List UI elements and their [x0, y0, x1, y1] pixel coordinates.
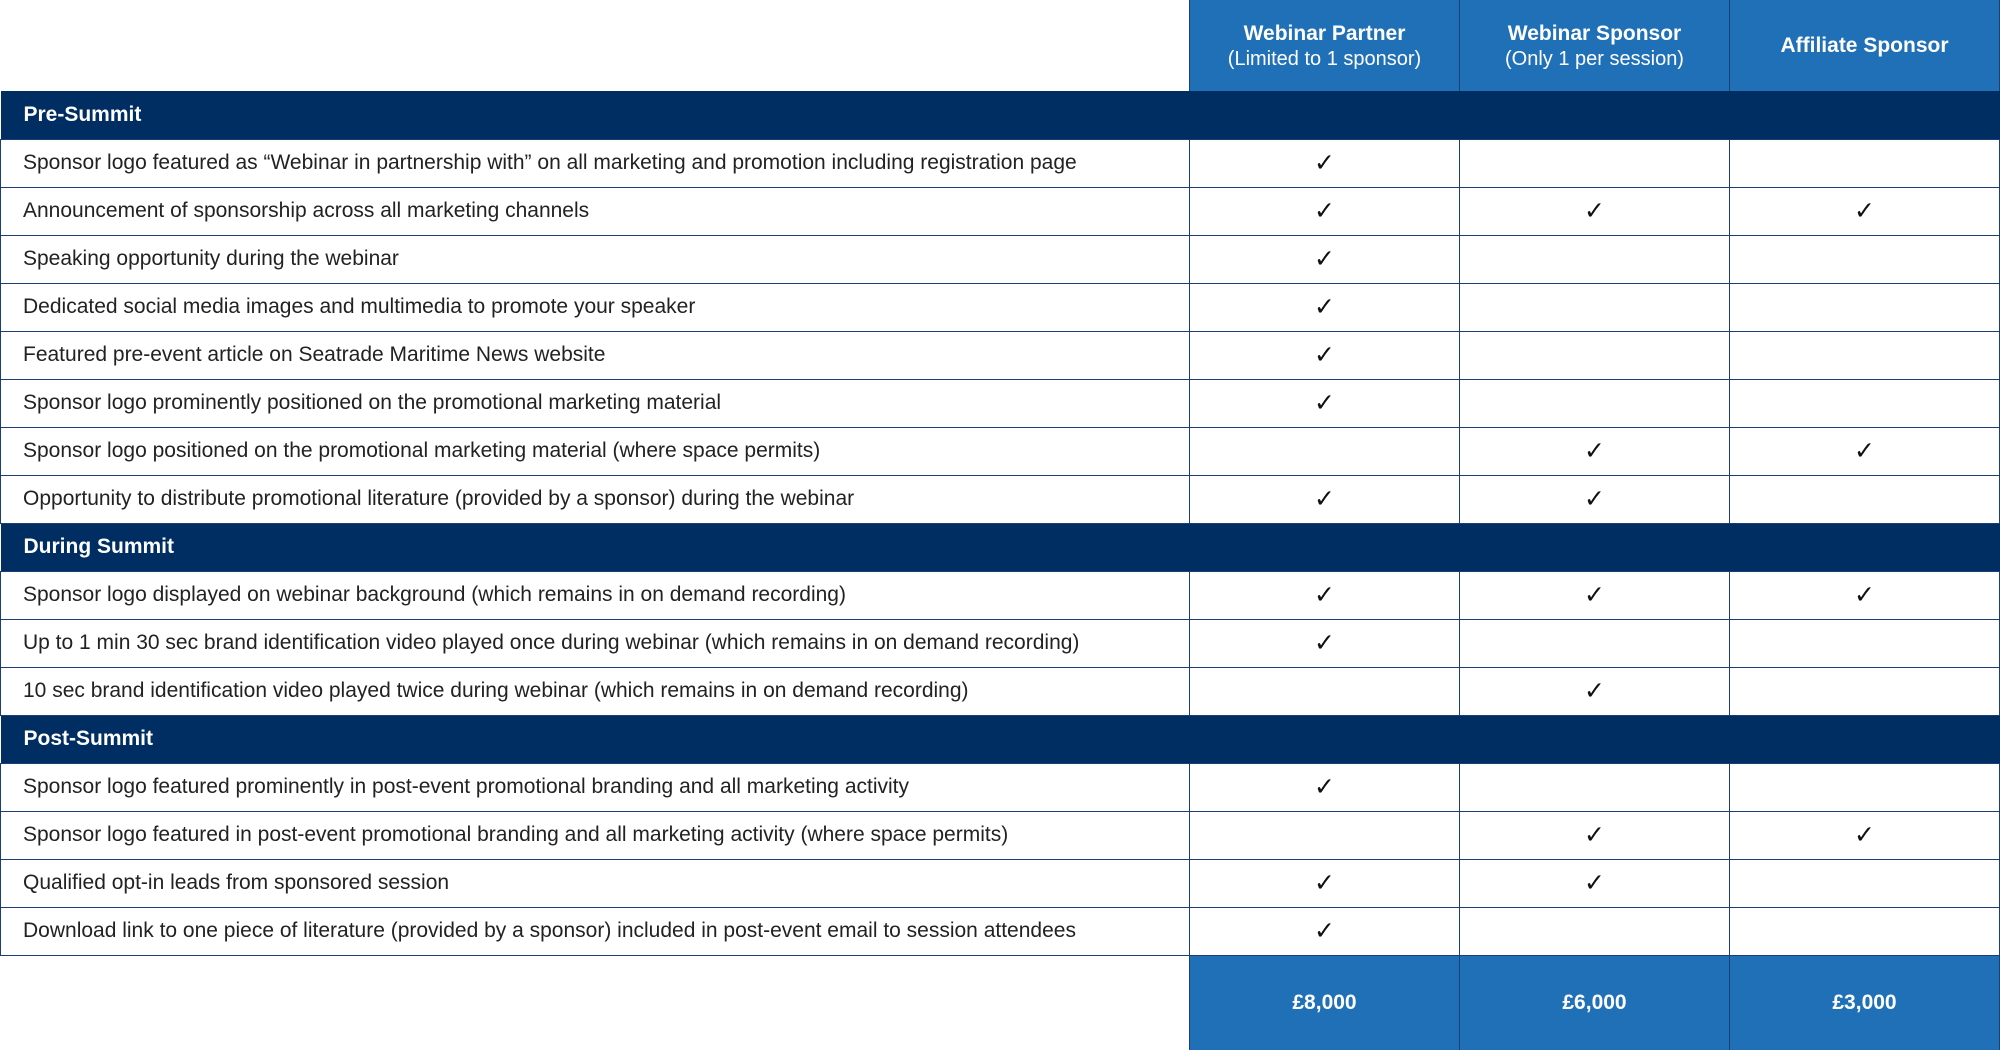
tier-note: (Limited to 1 sponsor) [1227, 47, 1422, 70]
empty-benefit-cell [1730, 763, 2000, 811]
feature-label: Opportunity to distribute promotional literature (provided by a sponsor) during the webinar [1, 475, 1190, 523]
tier-name: Webinar Sponsor [1507, 21, 1682, 45]
empty-benefit-cell [1730, 475, 2000, 523]
section-title: During Summit [1, 523, 2000, 571]
price-row [1, 955, 2000, 1050]
checkmark-icon: ✓ [1190, 187, 1460, 235]
checkmark-icon: ✓ [1730, 811, 2000, 859]
section-header-row [1, 715, 2000, 763]
feature-label: Sponsor logo featured as “Webinar in partnership with” on all marketing and promotion including registration page [1, 139, 1190, 187]
checkmark-icon: ✓ [1460, 427, 1730, 475]
price-webinar-sponsor: £6,000 [1460, 955, 1730, 1050]
checkmark-icon: ✓ [1730, 571, 2000, 619]
empty-benefit-cell [1730, 379, 2000, 427]
price-blank-cell [1, 955, 1190, 1050]
empty-benefit-cell [1460, 139, 1730, 187]
feature-row [1, 139, 2000, 187]
price-webinar-partner: £8,000 [1190, 955, 1460, 1050]
empty-benefit-cell [1460, 763, 1730, 811]
price-affiliate-sponsor: £3,000 [1730, 955, 2000, 1050]
tier-header-row [1, 0, 2000, 91]
empty-benefit-cell [1460, 235, 1730, 283]
feature-row [1, 187, 2000, 235]
checkmark-icon: ✓ [1460, 667, 1730, 715]
section-title: Pre-Summit [1, 91, 2000, 139]
empty-benefit-cell [1730, 619, 2000, 667]
checkmark-icon: ✓ [1190, 235, 1460, 283]
empty-benefit-cell [1730, 859, 2000, 907]
feature-label: Featured pre-event article on Seatrade Maritime News website [1, 331, 1190, 379]
feature-label: Sponsor logo prominently positioned on the promotional marketing material [1, 379, 1190, 427]
tier-name: Affiliate Sponsor [1780, 34, 1949, 57]
checkmark-icon: ✓ [1190, 571, 1460, 619]
feature-label: Qualified opt-in leads from sponsored session [1, 859, 1190, 907]
feature-label: Speaking opportunity during the webinar [1, 235, 1190, 283]
feature-label: 10 sec brand identification video played twice during webinar (which remains in on demand recording) [1, 667, 1190, 715]
empty-benefit-cell [1730, 235, 2000, 283]
tier-name: Webinar Partner [1243, 21, 1406, 45]
checkmark-icon: ✓ [1190, 475, 1460, 523]
feature-label: Up to 1 min 30 sec brand identification video played once during webinar (which remains in on demand recording) [1, 619, 1190, 667]
header-blank-cell [1, 0, 1190, 91]
empty-benefit-cell [1460, 379, 1730, 427]
feature-row [1, 475, 2000, 523]
empty-benefit-cell [1460, 331, 1730, 379]
feature-label: Sponsor logo featured in post-event promotional branding and all marketing activity (where space permits) [1, 811, 1190, 859]
feature-label: Sponsor logo displayed on webinar background (which remains in on demand recording) [1, 571, 1190, 619]
feature-row [1, 283, 2000, 331]
checkmark-icon: ✓ [1460, 811, 1730, 859]
section-header-row [1, 523, 2000, 571]
checkmark-icon: ✓ [1190, 379, 1460, 427]
feature-row [1, 331, 2000, 379]
empty-benefit-cell [1730, 331, 2000, 379]
tier-header-affiliate-sponsor [1730, 0, 2000, 91]
checkmark-icon: ✓ [1190, 859, 1460, 907]
feature-row [1, 619, 2000, 667]
empty-benefit-cell [1460, 619, 1730, 667]
feature-row [1, 235, 2000, 283]
feature-row [1, 427, 2000, 475]
tier-header-webinar-partner [1190, 0, 1460, 91]
feature-row [1, 379, 2000, 427]
checkmark-icon: ✓ [1190, 331, 1460, 379]
feature-row [1, 571, 2000, 619]
tier-note: (Only 1 per session) [1505, 47, 1684, 70]
checkmark-icon: ✓ [1730, 187, 2000, 235]
feature-row [1, 763, 2000, 811]
feature-row [1, 811, 2000, 859]
checkmark-icon: ✓ [1460, 859, 1730, 907]
checkmark-icon: ✓ [1190, 139, 1460, 187]
checkmark-icon: ✓ [1460, 187, 1730, 235]
checkmark-icon: ✓ [1190, 763, 1460, 811]
empty-benefit-cell [1190, 667, 1460, 715]
feature-label: Sponsor logo positioned on the promotional marketing material (where space permits) [1, 427, 1190, 475]
section-header-row [1, 91, 2000, 139]
checkmark-icon: ✓ [1190, 283, 1460, 331]
empty-benefit-cell [1460, 283, 1730, 331]
empty-benefit-cell [1730, 667, 2000, 715]
checkmark-icon: ✓ [1460, 571, 1730, 619]
checkmark-icon: ✓ [1190, 907, 1460, 955]
checkmark-icon: ✓ [1460, 475, 1730, 523]
feature-row [1, 667, 2000, 715]
feature-row [1, 859, 2000, 907]
tier-header-webinar-sponsor [1460, 0, 1730, 91]
empty-benefit-cell [1190, 427, 1460, 475]
feature-label: Dedicated social media images and multimedia to promote your speaker [1, 283, 1190, 331]
empty-benefit-cell [1730, 139, 2000, 187]
empty-benefit-cell [1190, 811, 1460, 859]
empty-benefit-cell [1730, 283, 2000, 331]
empty-benefit-cell [1730, 907, 2000, 955]
feature-label: Sponsor logo featured prominently in post-event promotional branding and all marketing activity [1, 763, 1190, 811]
feature-row [1, 907, 2000, 955]
section-title: Post-Summit [1, 715, 2000, 763]
checkmark-icon: ✓ [1730, 427, 2000, 475]
checkmark-icon: ✓ [1190, 619, 1460, 667]
feature-label: Announcement of sponsorship across all marketing channels [1, 187, 1190, 235]
feature-label: Download link to one piece of literature (provided by a sponsor) included in post-event email to session attendees [1, 907, 1190, 955]
empty-benefit-cell [1460, 907, 1730, 955]
table-body [1, 91, 2000, 955]
